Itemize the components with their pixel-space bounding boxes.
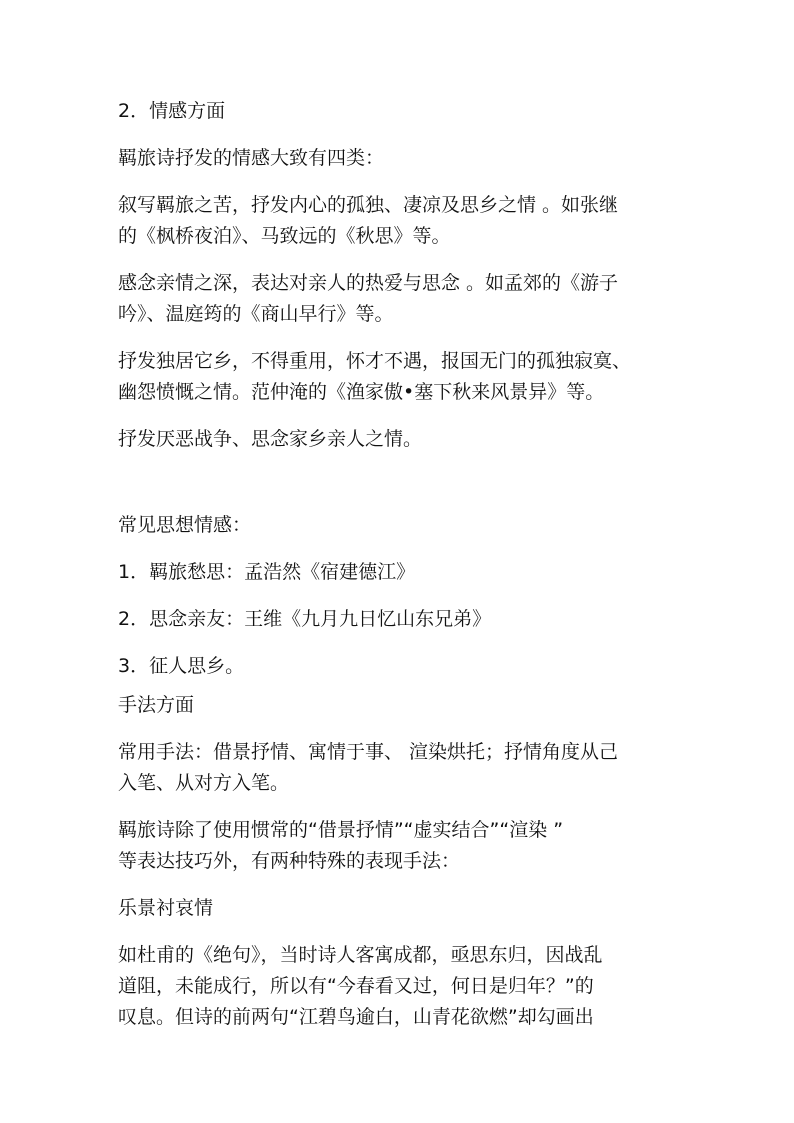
paragraph-line: 羁旅诗抒发的情感大致有四类： [118, 147, 385, 169]
paragraph-line: 如杜甫的《绝句》，当时诗人客寓成都，亟思东归，因战乱 [118, 944, 603, 966]
paragraph-line: 抒发厌恶战争、思念家乡亲人之情。 [118, 428, 423, 450]
paragraph-line: 吟》、温庭筠的《商山早行》等。 [118, 303, 394, 325]
section-heading-common-emotions: 常见思想情感： [118, 514, 252, 536]
section-heading-techniques: 手法方面 [118, 694, 195, 716]
paragraph-line: 等表达技巧外，有两种特殊的表现手法： [118, 850, 461, 872]
paragraph-line: 的《枫桥夜泊》、马致远的《秋思》等。 [118, 225, 451, 247]
paragraph-line: 常用手法：借景抒情、寓情于事、 渲染烘托；抒情角度从己 [118, 741, 619, 763]
paragraph-line: 叙写羁旅之苦，抒发内心的孤独、凄凉及思乡之情 。如张继 [118, 194, 619, 216]
paragraph-line: 感念亲情之深，表达对亲人的热爱与思念 。如孟郊的《游子 [118, 272, 619, 294]
list-item: 2．思念亲友：王维《九月九日忆山东兄弟》 [118, 608, 492, 630]
paragraph-line: 抒发独居它乡，不得重用，怀才不遇，报国无门的孤独寂寞、 [118, 350, 632, 372]
paragraph-line: 羁旅诗除了使用惯常的“借景抒情”“虚实结合”“渲染 ” [118, 819, 564, 841]
list-item: 1．羁旅愁思：孟浩然《宿建德江》 [118, 561, 416, 583]
paragraph-line: 叹息。但诗的前两句“江碧鸟逾白，山青花欲燃”却勾画出 [118, 1006, 594, 1028]
paragraph-line: 幽怨愤慨之情。范仲淹的《渔家傲•塞下秋来风景异》等。 [118, 381, 605, 403]
section-heading-emotion: 2．情感方面 [118, 100, 226, 122]
paragraph-line: 道阻，未能成行，所以有“今春看又过，何日是归年？”的 [118, 975, 594, 997]
list-item: 3．征人思乡。 [118, 655, 245, 677]
section-heading-happy-scene: 乐景衬哀情 [118, 897, 214, 919]
paragraph-line: 入笔、从对方入笔。 [118, 772, 290, 794]
